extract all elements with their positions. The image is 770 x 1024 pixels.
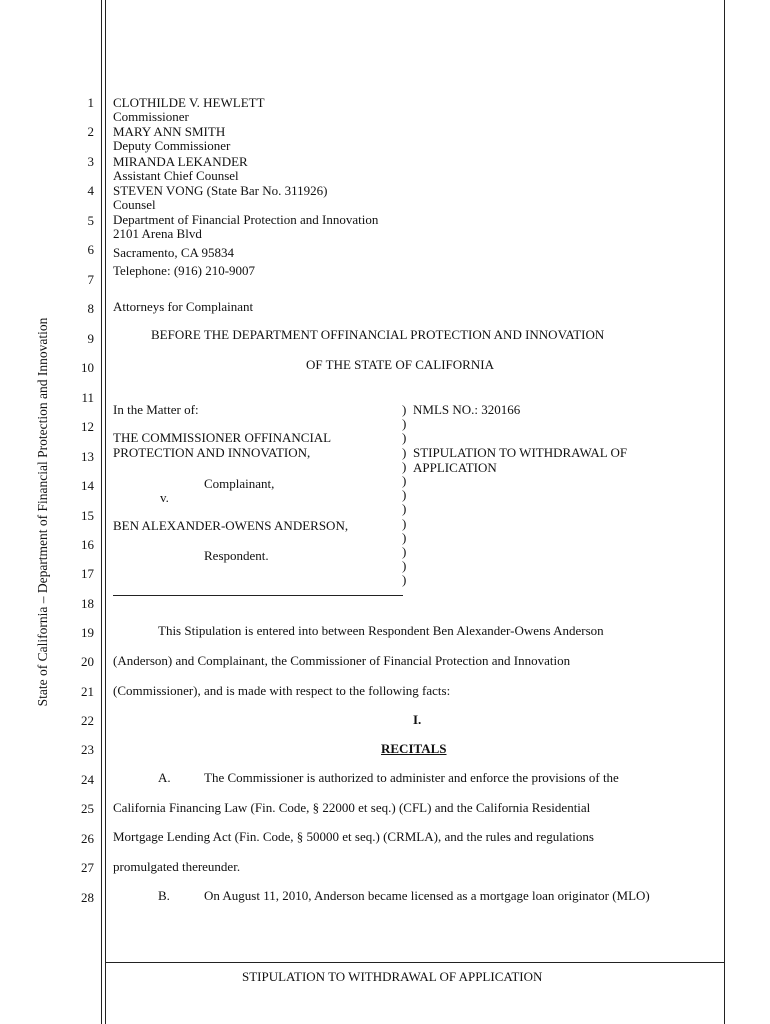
line-number: 25 xyxy=(81,801,94,816)
attorney-line: Telephone: (916) 210-9007 xyxy=(113,263,256,278)
section-number: I. xyxy=(413,712,422,727)
attorney-line: Assistant Chief Counsel xyxy=(113,168,239,183)
line-number: 9 xyxy=(87,331,94,346)
body-line: (Anderson) and Complainant, the Commissioner of Financial Protection and Innovation xyxy=(113,653,571,668)
line-number: 5 xyxy=(87,213,94,228)
caption-parentheses: ) ) ) ) ) ) ) ) ) ) ) ) ) xyxy=(402,402,407,588)
attorneys-for: Attorneys for Complainant xyxy=(113,299,254,314)
body-line: California Financing Law (Fin. Code, § 22000 et seq.) (CFL) and the California Residential xyxy=(113,800,591,815)
in-the-matter: In the Matter of: xyxy=(113,402,199,417)
line-number: 21 xyxy=(81,684,94,699)
line-number: 2 xyxy=(87,124,94,139)
attorney-line: MARY ANN SMITH xyxy=(113,124,226,139)
line-number: 13 xyxy=(81,449,94,464)
attorney-line: Counsel xyxy=(113,197,156,212)
document-title-line-2: APPLICATION xyxy=(413,460,497,475)
respondent-name: BEN ALEXANDER-OWENS ANDERSON, xyxy=(113,518,349,533)
line-number: 1 xyxy=(87,95,94,110)
versus-label: v. xyxy=(160,490,169,505)
margin-rule-left-outer xyxy=(101,0,102,1024)
line-number: 10 xyxy=(81,360,94,375)
line-number: 12 xyxy=(81,419,94,434)
attorney-line: Commissioner xyxy=(113,109,189,124)
attorney-line: Deputy Commissioner xyxy=(113,138,231,153)
line-number: 22 xyxy=(81,713,94,728)
line-number: 28 xyxy=(81,890,94,905)
caption-underline xyxy=(113,595,403,596)
attorney-line: STEVEN VONG (State Bar No. 311926) xyxy=(113,183,328,198)
attorney-line: Sacramento, CA 95834 xyxy=(113,245,234,260)
document-title-line-1: STIPULATION TO WITHDRAWAL OF xyxy=(413,445,628,460)
body-line: Mortgage Lending Act (Fin. Code, § 50000 et seq.) (CRMLA), and the rules and regulations xyxy=(113,829,594,844)
line-number: 16 xyxy=(81,537,94,552)
line-number: 17 xyxy=(81,566,94,581)
body-line: On August 11, 2010, Anderson became licensed as a mortgage loan originator (MLO) xyxy=(204,888,650,903)
line-number: 18 xyxy=(81,596,94,611)
court-heading-line-1: BEFORE THE DEPARTMENT OFFINANCIAL PROTECTION AND INNOVATION xyxy=(151,327,605,342)
line-number: 6 xyxy=(87,242,94,257)
line-number: 3 xyxy=(87,154,94,169)
nmls-number: NMLS NO.: 320166 xyxy=(413,402,521,417)
paragraph-label-a: A. xyxy=(158,770,171,785)
line-number: 26 xyxy=(81,831,94,846)
margin-rule-left-inner xyxy=(105,0,106,1024)
line-number: 14 xyxy=(81,478,94,493)
court-heading-line-2: OF THE STATE OF CALIFORNIA xyxy=(306,357,494,372)
line-number: 23 xyxy=(81,742,94,757)
side-label: State of California – Department of Financial Protection and Innovation xyxy=(35,317,50,707)
attorney-line: MIRANDA LEKANDER xyxy=(113,154,248,169)
section-title: RECITALS xyxy=(381,741,447,756)
line-number: 24 xyxy=(81,772,94,787)
body-line: The Commissioner is authorized to administer and enforce the provisions of the xyxy=(204,770,619,785)
body-line: (Commissioner), and is made with respect to the following facts: xyxy=(113,683,451,698)
attorney-line: Department of Financial Protection and Innovation xyxy=(113,212,379,227)
body-line: This Stipulation is entered into between Respondent Ben Alexander-Owens Anderson xyxy=(158,623,604,638)
body-line: promulgated thereunder. xyxy=(113,859,241,874)
line-number: 19 xyxy=(81,625,94,640)
respondent-label: Respondent. xyxy=(204,548,269,563)
attorney-line: 2101 Arena Blvd xyxy=(113,226,202,241)
complainant-label: Complainant, xyxy=(204,476,275,491)
footer-title: STIPULATION TO WITHDRAWAL OF APPLICATION xyxy=(242,969,543,984)
line-number: 8 xyxy=(87,301,94,316)
party-name-line-1: THE COMMISSIONER OFFINANCIAL xyxy=(113,430,332,445)
line-number: 4 xyxy=(87,183,94,198)
line-number: 15 xyxy=(81,508,94,523)
footer-rule xyxy=(105,962,725,963)
line-number: 20 xyxy=(81,654,94,669)
line-number: 27 xyxy=(81,860,94,875)
paragraph-label-b: B. xyxy=(158,888,170,903)
party-name-line-2: PROTECTION AND INNOVATION, xyxy=(113,445,311,460)
line-number: 11 xyxy=(81,390,94,405)
margin-rule-right xyxy=(724,0,725,1024)
line-number: 7 xyxy=(87,272,94,287)
attorney-line: CLOTHILDE V. HEWLETT xyxy=(113,95,265,110)
